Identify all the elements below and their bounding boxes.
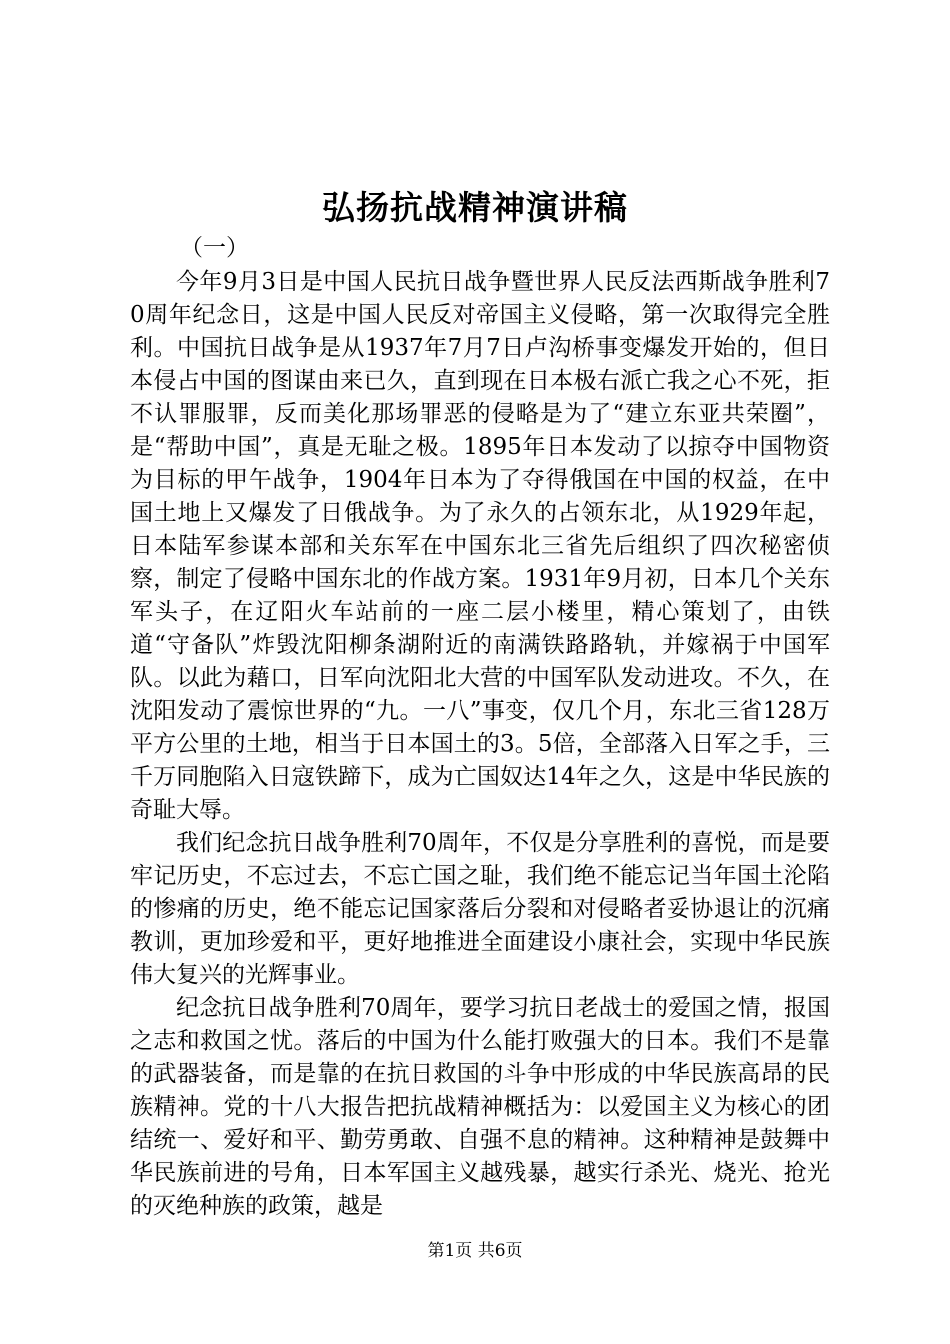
page-number-footer: 第1页 共6页: [427, 1241, 523, 1261]
document-title: 弘扬抗战精神演讲稿: [322, 188, 628, 227]
paragraph-1: 今年9月3日是中国人民抗日战争暨世界人民反法西斯战争胜利70周年纪念日，这是中国人民反对帝国主义侵略，第一次取得完全胜利。中国抗日战争是从1937年7月7日卢沟桥事变爆发开始的，但日本侵占中国的图谋由来已久，直到现在日本极右派亡我之心不死，拒不认罪服罪，反而美化那场罪恶的侵略是为了“建立东亚共荣圈”，是“帮助中国”，真是无耻之极。1895年日本发动了以掠夺中国物资为目标的甲午战争，1904年日本为了夺得俄国在中国的权益，在中国土地上又爆发了日俄战争。为了永久的占领东北，从1929年起，日本陆军参谋本部和关东军在中国东北三省先后组织了四次秘密侦察，制定了侵略中国东北的作战方案。1931年9月初，日本几个关东军头子，在辽阳火车站前的一座二层小楼里，精心策划了，由铁道“守备队”炸毁沈阳柳条湖附近的南满铁路路轨，并嫁祸于中国军队。以此为藉口，日军向沈阳北大营的中国军队发动进攻。不久，在沈阳发动了震惊世界的“九。一八”事变，仅几个月，东北三省128万平方公里的土地，相当于日本国土的3。5倍，全部落入日军之手，三千万同胞陷入日寇铁蹄下，成为亡国奴达14年之久，这是中华民族的奇耻大辱。: [130, 269, 830, 823]
document-body: [130, 266, 830, 1223]
paragraph-2: 我们纪念抗日战争胜利70周年，不仅是分享胜利的喜悦，而是要牢记历史，不忘过去，不忘亡国之耻，我们绝不能忘记当年国土沦陷的惨痛的历史，绝不能忘记国家落后分裂和对侵略者妥协退让的沉痛教训，更加珍爱和平，更好地推进全面建设小康社会，实现中华民族伟大复兴的光辉事业。: [130, 830, 830, 988]
section-marker: （一）: [180, 235, 249, 261]
paragraph-3: 纪念抗日战争胜利70周年，要学习抗日老战士的爱国之情，报国之志和救国之忧。落后的中国为什么能打败强大的日本。我们不是靠的武器装备，而是靠的在抗日救国的斗争中形成的中华民族高昂的民族精神。党的十八大报告把抗战精神概括为：以爱国主义为核心的团结统一、爱好和平、勤劳勇敢、自强不息的精神。这种精神是鼓舞中华民族前进的号角，日本军国主义越残暴，越实行杀光、烧光、抢光的灭绝种族的政策，越是: [130, 995, 830, 1219]
